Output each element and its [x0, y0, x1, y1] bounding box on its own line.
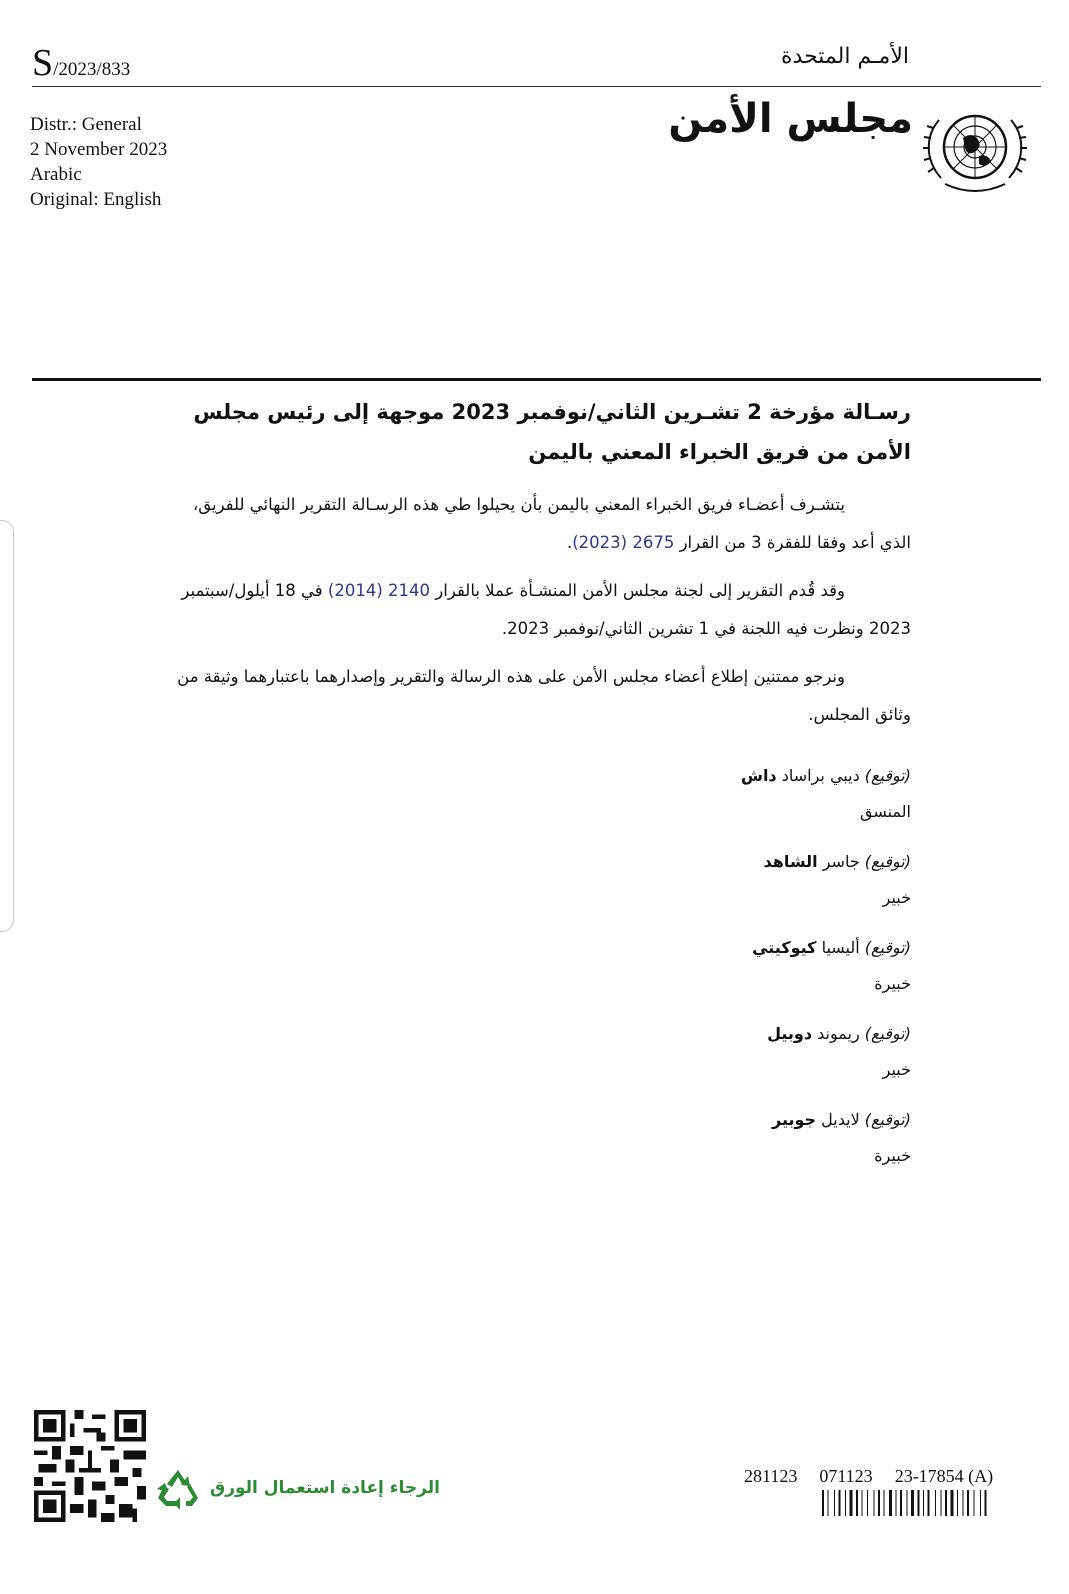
barcode-bar	[918, 1490, 920, 1516]
barcode-bar	[928, 1490, 930, 1516]
barcode-bar	[828, 1490, 829, 1516]
barcode-bar	[911, 1490, 914, 1516]
barcode-bar	[867, 1490, 868, 1516]
paragraph-2-start: وقد قُدم التقرير إلى لجنة مجلس الأمن المنشـأة عملا بالقرار	[430, 581, 845, 600]
symbol-letter: S	[32, 42, 54, 84]
document-language: Arabic	[30, 164, 82, 185]
signature-block	[161, 758, 911, 1174]
barcode	[822, 1490, 1028, 1516]
barcode-bar	[862, 1490, 863, 1516]
signatory-surname: كيوكيتي	[752, 938, 817, 957]
signatory	[161, 1102, 911, 1174]
signatory	[161, 930, 911, 1002]
barcode-bar	[945, 1490, 947, 1516]
organization-name: الأمـم المتحدة	[781, 44, 909, 69]
signature-label: (توقيع)	[864, 1110, 911, 1129]
signatory-surname: دوبيل	[767, 1024, 813, 1043]
recycle-notice: الرجاء إعادة استعمال الورق	[210, 1478, 440, 1498]
signatory-role: خبير	[882, 888, 911, 907]
signatory-given-name: لايديل	[821, 1110, 860, 1129]
signatory-given-name: أليسيا	[821, 938, 860, 957]
signatory-given-name: جاسر	[822, 852, 860, 871]
barcode-bar	[839, 1490, 841, 1516]
signatory	[161, 1016, 911, 1088]
barcode-bar	[985, 1490, 987, 1516]
header-divider	[32, 86, 1041, 87]
signatory-surname: الشاهد	[763, 852, 818, 871]
print-date: 281123	[744, 1466, 798, 1486]
title-divider	[32, 378, 1041, 381]
signature-label: (توقيع)	[864, 766, 911, 785]
barcode-bar	[900, 1490, 902, 1516]
barcode-bar	[963, 1490, 964, 1516]
barcode-bar	[845, 1490, 846, 1516]
signatory	[161, 758, 911, 830]
letter-title: رسـالة مؤرخة 2 تشـرين الثاني/نوفمبر 2023 موجهة إلى رئيس مجلس الأمن من فريق الخبراء المعني باليمن	[193, 400, 911, 464]
council-name: مجلس الأمن	[668, 96, 913, 142]
paragraph-1	[161, 486, 911, 562]
job-number-line	[744, 1466, 993, 1487]
barcode-bar	[957, 1490, 958, 1516]
distribution-date: 2 November 2023	[30, 139, 168, 160]
paragraph-3: ونرجو ممتنين إطلاع أعضاء مجلس الأمن على هذه الرسالة والتقرير وإصدارهما باعتبارهما وثيقة من وثائق المجلس.	[177, 667, 911, 724]
signatory-role: خبيرة	[874, 1146, 911, 1165]
qr-code	[34, 1410, 146, 1522]
signatory-surname: داش	[740, 766, 777, 785]
letter-body	[161, 392, 911, 1188]
distribution-block	[30, 112, 167, 212]
barcode-bar	[980, 1490, 981, 1516]
signatory-role: خبير	[882, 1060, 911, 1079]
paragraph-1-text: يتشـرف أعضـاء فريق الخبراء المعني باليمن بأن يحيلوا طي هذه الرسـالة التقرير النهائي للفريق، الذي أعد وفقا للفقرة 3 من القرار	[192, 495, 911, 552]
issue-date: 071123	[819, 1466, 873, 1486]
barcode-bar	[907, 1490, 908, 1516]
paragraph-2	[161, 572, 911, 648]
barcode-bar	[941, 1490, 942, 1516]
paragraph-1-end: .	[566, 533, 573, 552]
barcode-bar	[834, 1490, 835, 1516]
barcode-bar	[951, 1490, 954, 1516]
barcode-bar	[889, 1490, 892, 1516]
barcode-bar	[974, 1490, 975, 1516]
original-language: Original: English	[30, 189, 162, 210]
barcode-bar	[856, 1490, 858, 1516]
barcode-bar	[935, 1490, 936, 1516]
signature-label: (توقيع)	[864, 1024, 911, 1043]
barcode-bar	[878, 1490, 880, 1516]
resolution-2675-link[interactable]: 2675 (2023)	[572, 533, 675, 552]
recycle-icon	[154, 1466, 202, 1514]
barcode-bar	[822, 1490, 824, 1516]
signature-label: (توقيع)	[864, 852, 911, 871]
signatory-given-name: ريموند	[817, 1024, 860, 1043]
signatory	[161, 844, 911, 916]
paragraph-2-end: في 18 أيلول/سبتمبر 2023 ونظرت فيه اللجنة في 1 تشرين الثاني/نوفمبر 2023.	[181, 581, 911, 638]
signature-label: (توقيع)	[864, 938, 911, 957]
barcode-bar	[923, 1490, 924, 1516]
resolution-2140-link[interactable]: 2140 (2014)	[327, 581, 431, 600]
signatory-role: خبيرة	[874, 974, 911, 993]
side-panel-handle[interactable]	[0, 520, 14, 932]
un-emblem-icon	[917, 98, 1033, 196]
symbol-suffix: /2023/833	[53, 59, 131, 80]
barcode-bar	[884, 1490, 885, 1516]
barcode-bar	[967, 1490, 969, 1516]
distribution-type: Distr.: General	[30, 114, 142, 135]
signatory-role: المنسق	[859, 802, 911, 821]
barcode-bar	[896, 1490, 897, 1516]
signatory-given-name: ديبي براساد	[781, 766, 860, 785]
barcode-bar	[850, 1490, 853, 1516]
signatory-surname: جوبير	[772, 1110, 817, 1129]
job-number: 23-17854 (A)	[894, 1466, 994, 1486]
barcode-bar	[874, 1490, 875, 1516]
document-symbol	[32, 44, 130, 82]
